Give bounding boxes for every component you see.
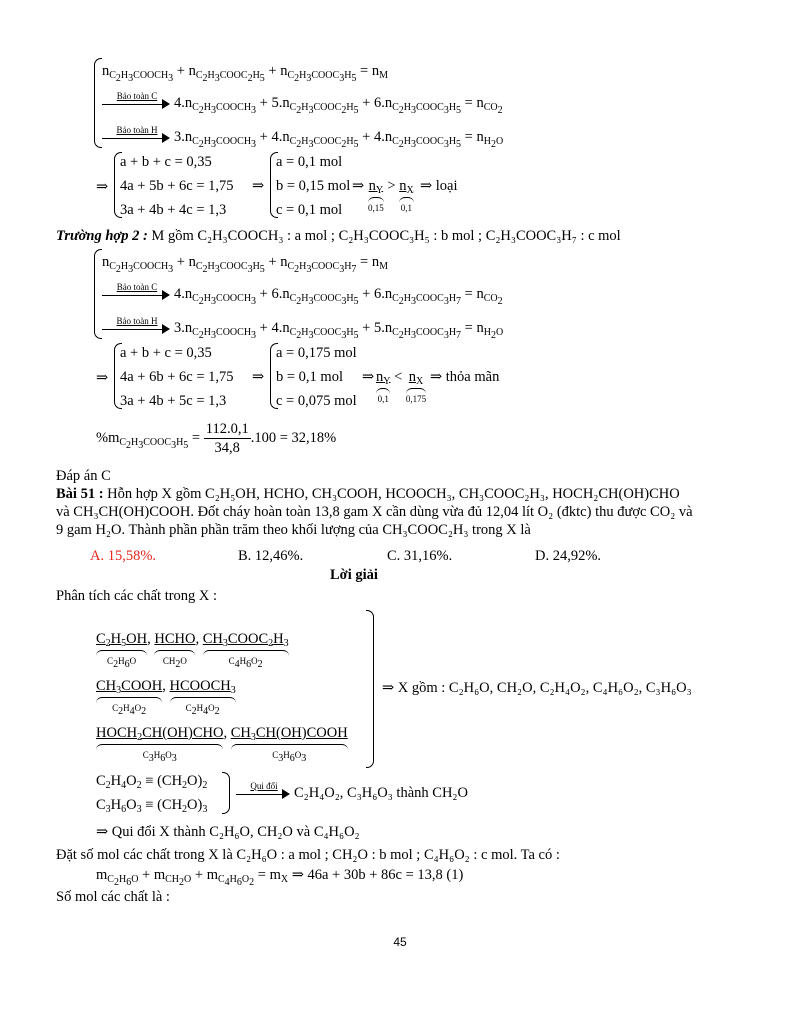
arrow-icon: Bảo toàn C: [102, 97, 172, 111]
case2-heading: Trường hợp 2 : M gồm C₂H₃COOCH₃ : a mol ; C₂H₃COOC₃H₅ : b mol ; C₂H₃COOC₃H₇ : c mol: [56, 228, 621, 244]
case2-sol1: a = 0,175 mol: [276, 345, 357, 361]
case2-verdict: ⇒ thỏa mãn: [430, 369, 500, 385]
arrow-icon: Bảo toàn H: [102, 131, 172, 145]
moles-intro: Số mol các chất là :: [56, 889, 170, 905]
grouping-result: ⇒ X gồm : C₂H₆O, CH₂O, C₂H₄O₂, C₄H₆O₂, C₃H₆O₃: [382, 680, 692, 696]
solution-title: Lời giải: [330, 567, 378, 583]
case1-eq1: a + b + c = 0,35: [120, 154, 212, 170]
mass-equation: $m_{C_2H_6O} + m_{CH_2O} + m_{C_4H_6O_2} = m_X$ ⇒ 46a + 30b + 86c = 13,8 (1): [96, 867, 464, 888]
case2-sol2: b = 0,1 mol: [276, 369, 343, 385]
grouping-row3: $HOCH_2CH(OH)CHO$ $C_3H_6O_3$ , $CH_3CH(OH)COOH$ $C_3H_6O_3$: [96, 725, 348, 764]
option-a: A. 15,58%.: [90, 548, 157, 564]
qui-doi-conclusion: ⇒ Qui đổi X thành C₂H₆O, CH₂O và C₄H₆O₂: [96, 824, 360, 840]
equiv-c2h4o2: $C_2H_4O_2 \equiv (CH_2O)_2$: [96, 773, 208, 791]
page-number: 45: [393, 935, 407, 949]
sum-moles-equation: $n_{C_2H_3COOCH_3} + n_{C_2H_3COOC_2H_5} + n_{C_2H_3COOC_3H_5} = n_M$: [102, 63, 389, 84]
analysis-intro: Phân tích các chất trong X :: [56, 588, 218, 604]
option-b: B. 12,46%.: [238, 548, 304, 564]
arrow-icon: Qui đổi: [236, 787, 292, 801]
equiv-c3h6o3: $C_3H_6O_3 \equiv (CH_2O)_3$: [96, 797, 208, 815]
case1-sol1: a = 0,1 mol: [276, 154, 343, 170]
option-c: C. 31,16%.: [387, 548, 453, 564]
arrow-icon: Bảo toàn C: [102, 288, 172, 302]
case2-sol3: c = 0,075 mol: [276, 393, 357, 409]
case1-sol2: b = 0,15 mol: [276, 178, 351, 194]
hydrogen-balance-equation: Bảo toàn H $3.n_{C_2H_3COOCH_3} + 4.n_{C_2H_3COOC_2H_5} + 4.n_{C_2H_3COOC_3H_5} = n_{H_2O}$: [102, 128, 503, 146]
grouping-row1: $C_2H_5OH$ $C_2H_6O$ , HCHO $CH_2O$ , $CH_3COOC_2H_3$ $C_4H_6O_2$: [96, 631, 289, 670]
grouping-brace: [366, 610, 374, 768]
previous-answer: Đáp án C: [56, 468, 111, 484]
option-d: D. 24,92%.: [535, 548, 602, 564]
qui-doi-arrow: Qui đổi C₂H₄O₂, C₃H₆O₃ thành CH₂O: [236, 784, 468, 802]
problem-line1: Bài 51 : Hỗn hợp X gồm C₂H₅OH, HCHO, CH₃COOH, HCOOCH₃, CH₃COOC₂H₃, HOCH₂CH(OH)CHO: [56, 486, 680, 502]
case2-eq2: 4a + 6b + 6c = 1,75: [120, 369, 234, 385]
system-brace: [94, 58, 102, 148]
case1-eq3: 3a + 4b + 4c = 1,3: [120, 202, 227, 218]
carbon-balance-equation: Bảo toàn C $4.n_{C_2H_3COOCH_3} + 5.n_{C_2H_3COOC_2H_5} + 6.n_{C_2H_3COOC_3H_5} = n_{CO_2}$: [102, 94, 503, 112]
grouping-row2: $CH_3COOH$ $C_2H_4O_2$ , $HCOOCH_3$ $C_2H_4O_2$: [96, 678, 236, 717]
percent-mass-formula: $\%m_{C_2H_3COOC_3H_5}$ = $\frac{112.0,1}{34,8}$ .100 = 32,18%: [96, 421, 337, 456]
case2-hydrogen-balance: Bảo toàn H $3.n_{C_2H_3COOCH_3} + 4.n_{C_2H_3COOC_3H_5} + 5.n_{C_2H_3COOC_3H_7} = n_{H_2O}$: [102, 319, 503, 337]
problem-line2: và CH₃CH(OH)COOH. Đốt cháy hoàn toàn 13,8 gam X cần dùng vừa đủ 12,04 lít O₂ (đktc) thu được CO₂ và: [56, 504, 693, 520]
problem-line3: 9 gam H₂O. Thành phần phần trăm theo khối lượng của CH₃COOC₂H₃ trong X là: [56, 522, 531, 538]
case1-sol3: c = 0,1 mol: [276, 202, 343, 218]
case2-eq3: 3a + 4b + 5c = 1,3: [120, 393, 227, 409]
case2-sum-moles: $n_{C_2H_3COOCH_3} + n_{C_2H_3COOC_3H_5} + n_{C_2H_3COOC_3H_7} = n_M$: [102, 254, 389, 275]
case2-eq1: a + b + c = 0,35: [120, 345, 212, 361]
case2-carbon-balance: Bảo toàn C $4.n_{C_2H_3COOCH_3} + 6.n_{C_2H_3COOC_3H_5} + 6.n_{C_2H_3COOC_3H_7} = n_{CO_2}$: [102, 285, 503, 303]
arrow-icon: Bảo toàn H: [102, 322, 172, 336]
case1-eq2: 4a + 5b + 6c = 1,75: [120, 178, 234, 194]
case1-verdict: ⇒ loại: [420, 178, 458, 194]
set-moles: Đặt số mol các chất trong X là C₂H₆O : a mol ; CH₂O : b mol ; C₄H₆O₂ : c mol. Ta có :: [56, 847, 560, 863]
